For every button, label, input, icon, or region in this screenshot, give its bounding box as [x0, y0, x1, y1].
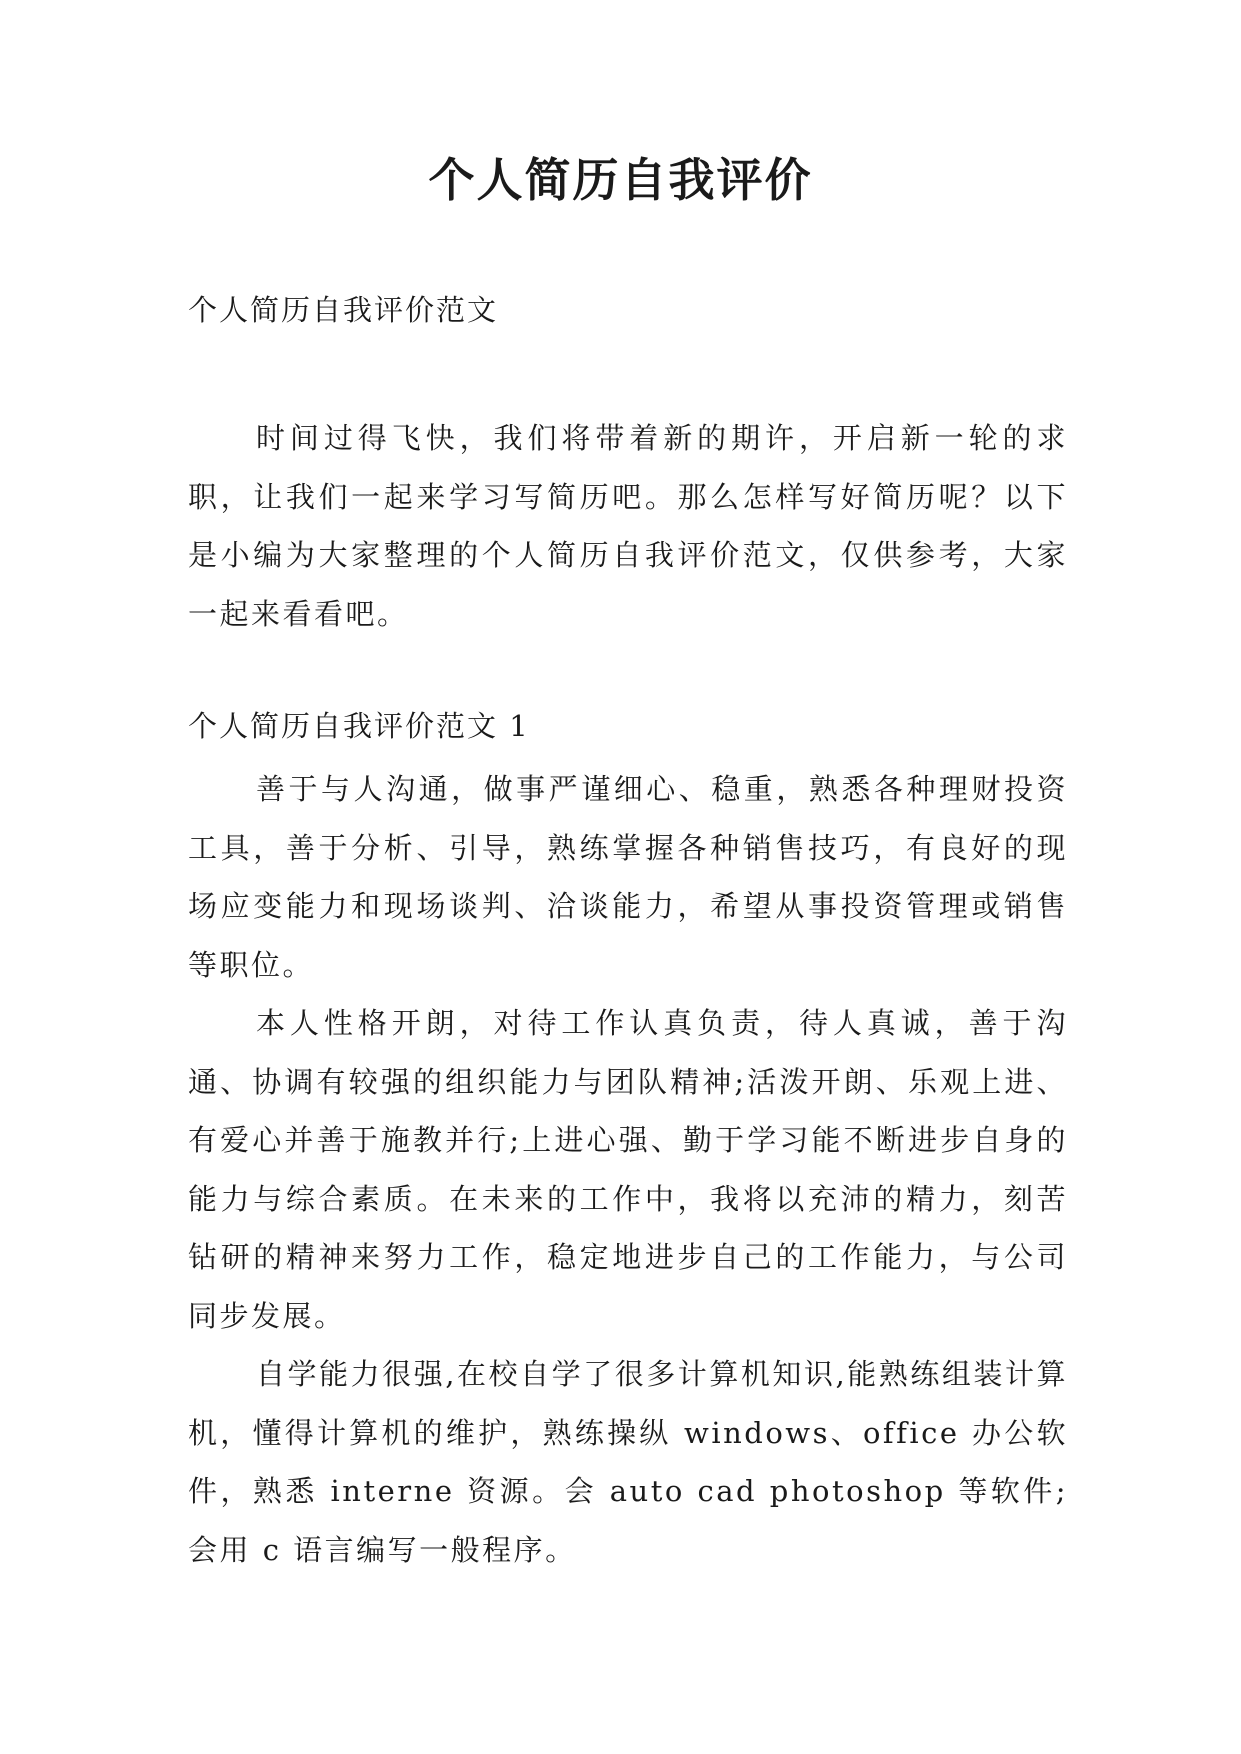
section-paragraph: 本人性格开朗，对待工作认真负责，待人真诚，善于沟通、协调有较强的组织能力与团队精神;活泼开朗、乐观上进、有爱心并善于施教并行;上进心强、勤于学习能不断进步自身的能力与综合素质。在未来的工作中，我将以充沛的精力，刻苦钻研的精神来努力工作，稳定地进步自己的工作能力，与公司同步发展。 [188, 1006, 1068, 1333]
intro-paragraph: 时间过得飞快，我们将带着新的期许，开启新一轮的求职，让我们一起来学习写简历吧。那么怎样写好简历呢？以下是小编为大家整理的个人简历自我评价范文，仅供参考，大家一起来看看吧。 [188, 421, 1068, 631]
document-subtitle: 个人简历自我评价范文 [188, 293, 499, 327]
document-title: 个人简历自我评价 [428, 153, 813, 207]
section-heading: 个人简历自我评价范文 1 [188, 709, 530, 743]
section-paragraph: 自学能力很强,在校自学了很多计算机知识,能熟练组装计算机，懂得计算机的维护，熟练操纵 windows、office 办公软件，熟悉 interne 资源。会 auto cad photoshop 等软件;会用 c 语言编写一般程序。 [188, 1357, 1068, 1567]
section-paragraph: 善于与人沟通，做事严谨细心、稳重，熟悉各种理财投资工具，善于分析、引导，熟练掌握各种销售技巧，有良好的现场应变能力和现场谈判、洽谈能力，希望从事投资管理或销售等职位。 [188, 772, 1068, 982]
